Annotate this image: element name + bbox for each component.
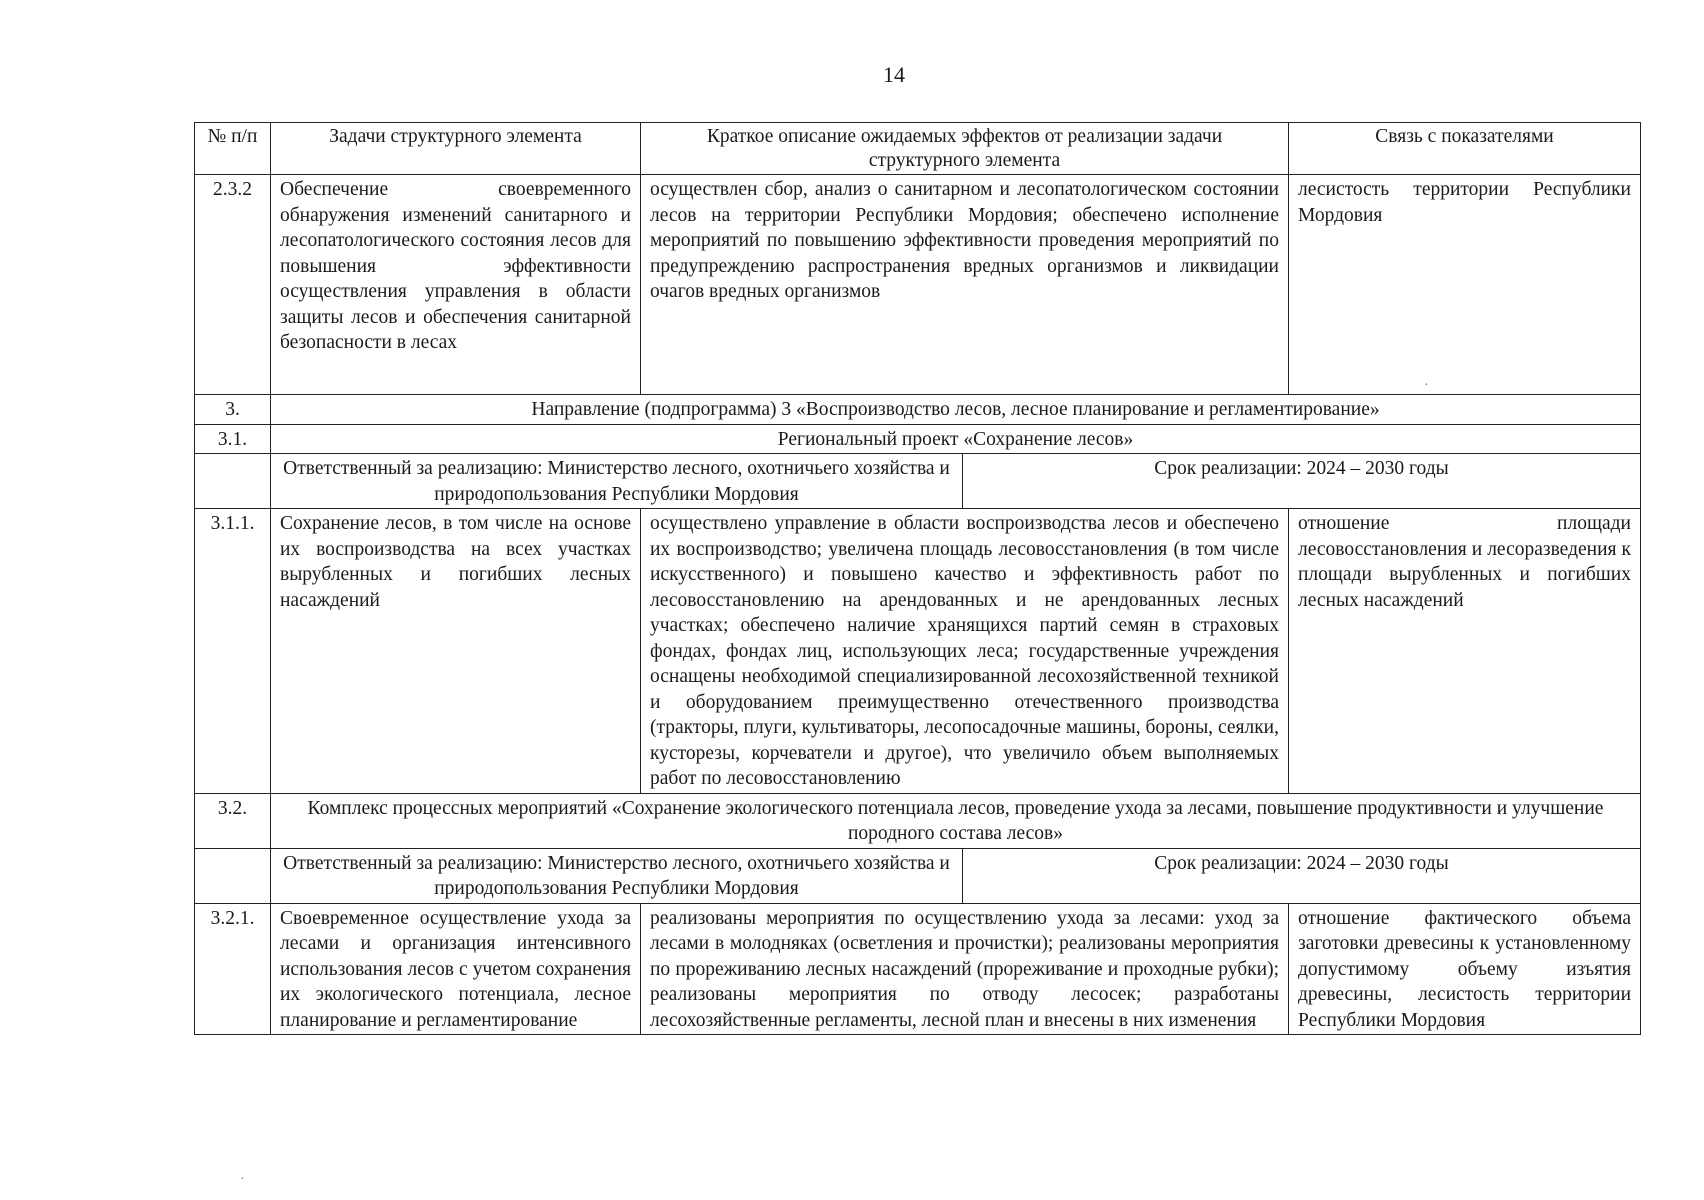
header-tasks: Задачи структурного элемента [271,123,641,175]
page-number: 14 [883,62,905,87]
table-row [195,903,1641,1035]
responsible-cell [271,454,963,509]
row-task: Сохранение лесов, в том числе на основе их воспроизводства на всех участках вырубленных и погибших лесных насаждений [271,509,641,794]
responsible-text: Ответственный за реализацию: Министерство лесного, охотничьего хозяйства и природопользования Республики Мордовия [283,852,950,899]
scan-speck: · [240,1172,245,1187]
section-title: Региональный проект «Сохранение лесов» [271,424,1641,454]
period-cell: Срок реализации: 2024 – 2030 годы [963,848,1641,903]
row-indicator: отношение фактического объема заготовки древесины к установленному допустимому объему изъятия древесины, лесистость территории Республики Мордовия [1289,903,1641,1035]
row-number: 2.3.2 [195,175,271,395]
responsible-cell [271,848,963,903]
header-num: № п/п [195,123,271,175]
period-cell: Срок реализации: 2024 – 2030 годы [963,454,1641,509]
section-title: Направление (подпрограмма) 3 «Воспроизводство лесов, лесное планирование и регламентирование» [271,395,1641,425]
empty-cell [195,848,271,903]
table-row [195,509,1641,794]
section-title: Комплекс процессных мероприятий «Сохранение экологического потенциала лесов, проведение ухода за лесами, повышение продуктивности и улучшение породного состава лесов» [271,793,1641,848]
empty-cell [195,454,271,509]
header-indicators: Связь с показателями [1289,123,1641,175]
row-effect: осуществлено управление в области воспроизводства лесов и обеспечено их воспроизводство; увеличена площадь лесовосстановления (в том числе искусственного) и повышено качество и эффективность работ по лесовосстановлению на арендованных и не арендованных лесных участках; обеспечено наличие хранящихся партий семян в страховых фондах, фондах лиц, использующих леса; государственные учреждения оснащены необходимой специализированной лесохозяйственной техникой и оборудованием преимущественно отечественного производства (тракторы, плуги, культиваторы, лесопосадочные машины, бороны, сеялки, кусторезы, корчеватели и другое), что увеличило объем выполняемых работ по лесовосстановлению [641,509,1289,794]
table-header-row [195,123,1641,175]
responsible-text: Ответственный за реализацию: Министерство лесного, охотничьего хозяйства и природопользования Республики Мордовия [283,458,950,505]
program-table [194,122,1641,1035]
section-row [195,395,1641,425]
row-task: Своевременное осуществление ухода за лесами и организация интенсивного использования лесов с учетом сохранения их экологического потенциала, лесное планирование и регламентирование [271,903,641,1035]
header-effects: Краткое описание ожидаемых эффектов от реализации задачи структурного элемента [641,123,1289,175]
responsibility-row [195,454,1641,509]
responsibility-row [195,848,1641,903]
row-effect: реализованы мероприятия по осуществлению ухода за лесами: уход за лесами в молодняках (осветления и прочистки); реализованы мероприятия по прореживанию лесных насаждений (прореживание и проходные рубки); реализованы мероприятия по отводу лесосек; разработаны лесохозяйственные регламенты, лесной план и внесены в них изменения [641,903,1289,1035]
section-number: 3.1. [195,424,271,454]
table-row [195,175,1641,395]
row-number: 3.1.1. [195,509,271,794]
row-indicator: отношение площади лесовосстановления и лесоразведения к площади вырубленных и погибших лесных насаждений [1289,509,1641,794]
scan-speck: · [1424,378,1429,393]
section-number: 3.2. [195,793,271,848]
row-task: Обеспечение своевременного обнаружения изменений санитарного и лесопатологического состояния лесов для повышения эффективности осуществления управления в области защиты лесов и обеспечения санитарной безопасности в лесах [271,175,641,395]
section-row [195,793,1641,848]
row-effect: осуществлен сбор, анализ о санитарном и лесопатологическом состоянии лесов на территории Республики Мордовия; обеспечено исполнение мероприятий по повышению эффективности проведения мероприятий по предупреждению распространения вредных организмов и ликвидации очагов вредных организмов [641,175,1289,395]
row-number: 3.2.1. [195,903,271,1035]
row-indicator: лесистость территории Республики Мордовия [1289,175,1641,395]
section-number: 3. [195,395,271,425]
section-row [195,424,1641,454]
